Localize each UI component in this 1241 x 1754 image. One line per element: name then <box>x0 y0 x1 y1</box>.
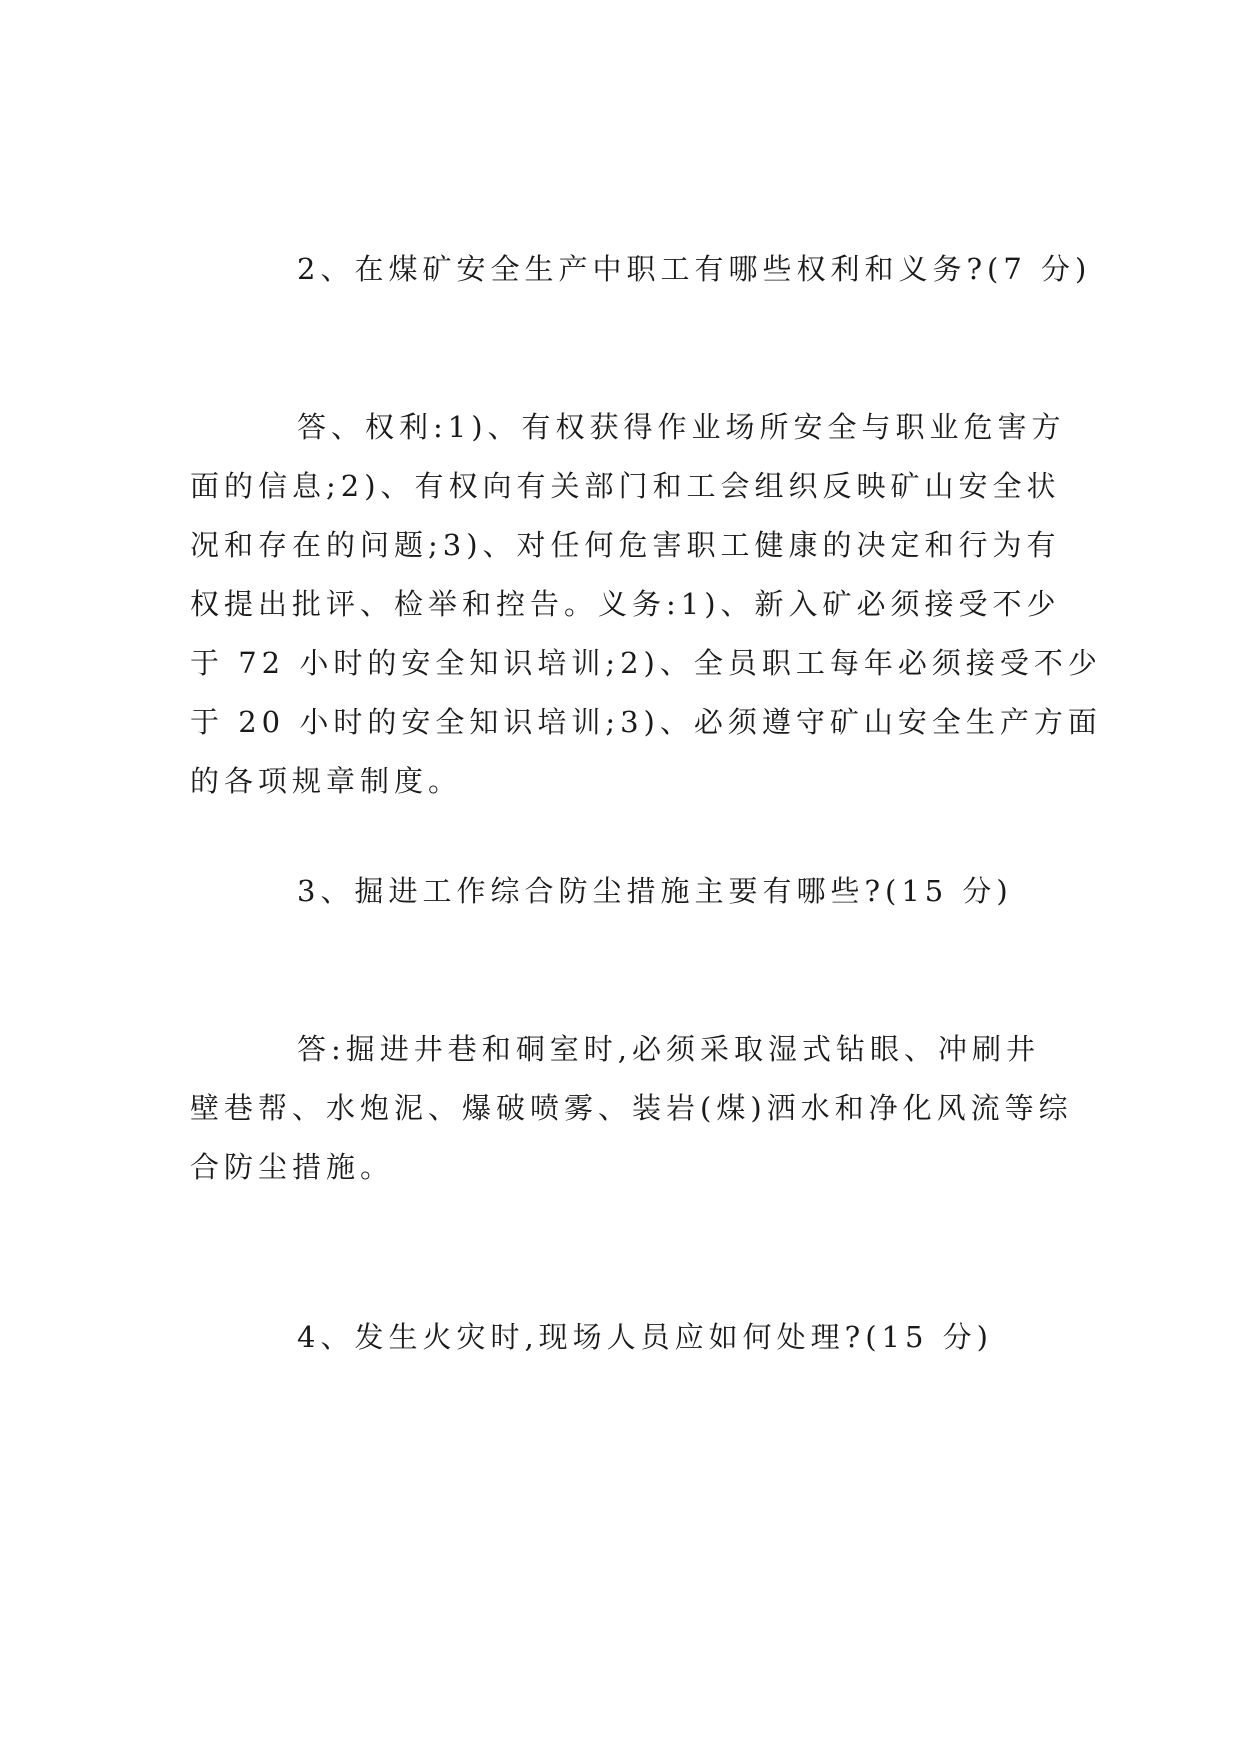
answer-line: 况和存在的问题;3)、对任何危害职工健康的决定和行为有 <box>190 528 1061 562</box>
question-2-title: 2、在煤矿安全生产中职工有哪些权利和义务?(7 分) <box>297 252 1092 286</box>
question-3-title: 3、掘进工作综合防尘措施主要有哪些?(15 分) <box>297 874 1013 908</box>
question-3-answer <box>190 1020 1073 1197</box>
answer-line: 于 20 小时的安全知识培训;3)、必须遵守矿山安全生产方面 <box>190 705 1102 739</box>
answer-line: 的各项规章制度。 <box>190 764 463 798</box>
answer-line: 面的信息;2)、有权向有关部门和工会组织反映矿山安全状 <box>190 469 1061 503</box>
question-4-title: 4、发生火灾时,现场人员应如何处理?(15 分) <box>297 1320 993 1354</box>
answer-line: 合防尘措施。 <box>190 1150 395 1184</box>
question-2-answer <box>190 398 1102 811</box>
answer-line: 答、权利:1)、有权获得作业场所安全与职业危害方 <box>297 410 1066 444</box>
answer-line: 于 72 小时的安全知识培训;2)、全员职工每年必须接受不少 <box>190 646 1102 680</box>
answer-line: 答:掘进井巷和硐室时,必须采取湿式钻眼、冲刷井 <box>297 1032 1040 1066</box>
answer-line: 权提出批评、检举和控告。义务:1)、新入矿必须接受不少 <box>190 587 1061 621</box>
answer-line: 壁巷帮、水炮泥、爆破喷雾、装岩(煤)洒水和净化风流等综 <box>190 1091 1073 1125</box>
